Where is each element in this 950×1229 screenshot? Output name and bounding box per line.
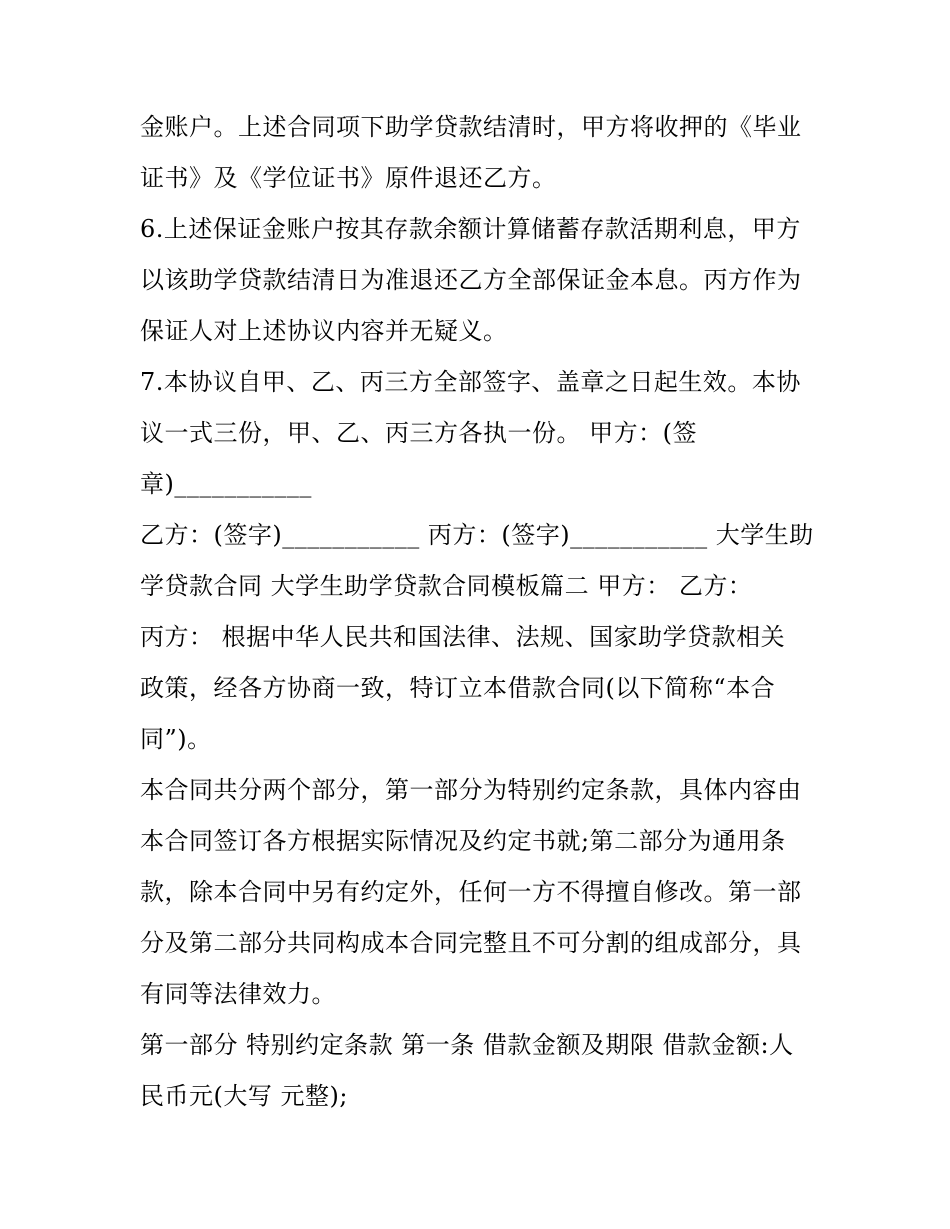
text-line: 章)___________ <box>140 470 312 498</box>
text-line: 保证人对上述协议内容并无疑义。 <box>140 317 508 345</box>
text-line: 证书》及《学位证书》原件退还乙方。 <box>140 164 557 192</box>
text-line: 款，除本合同中另有约定外，任何一方不得擅自修改。第一部 <box>140 878 802 906</box>
text-line: 议一式三份，甲、乙、丙三方各执一份。 甲方：(签 <box>140 419 697 447</box>
text-line: 有同等法律效力。 <box>140 980 336 1008</box>
text-line: 分及第二部分共同构成本合同完整且不可分割的组成部分，具 <box>140 929 802 957</box>
text-line: 民币元(大写 元整); <box>140 1082 348 1110</box>
text-line: 本合同签订各方根据实际情况及约定书就;第二部分为通用条 <box>140 827 786 855</box>
text-line: 乙方：(签字)___________ 丙方：(签字)___________ 大学生助 <box>140 521 814 549</box>
text-line: 本合同共分两个部分，第一部分为特别约定条款，具体内容由 <box>140 776 802 804</box>
text-line: 学贷款合同 大学生助学贷款合同模板篇二 甲方： 乙方： <box>140 572 753 600</box>
text-line: 金账户。上述合同项下助学贷款结清时，甲方将收押的《毕业 <box>140 113 802 141</box>
text-line: 同”)。 <box>140 725 212 753</box>
text-line: 政策，经各方协商一致，特订立本借款合同(以下简称“本合 <box>140 674 776 702</box>
text-line: 丙方： 根据中华人民共和国法律、法规、国家助学贷款相关 <box>140 623 786 651</box>
text-line: 6.上述保证金账户按其存款余额计算储蓄存款活期利息，甲方 <box>140 215 801 243</box>
document-body <box>140 102 820 1122</box>
text-line: 以该助学贷款结清日为准退还乙方全部保证金本息。丙方作为 <box>140 266 802 294</box>
text-line: 第一部分 特别约定条款 第一条 借款金额及期限 借款金额:人 <box>140 1031 794 1059</box>
text-line: 7.本协议自甲、乙、丙三方全部签字、盖章之日起生效。本协 <box>140 368 801 396</box>
